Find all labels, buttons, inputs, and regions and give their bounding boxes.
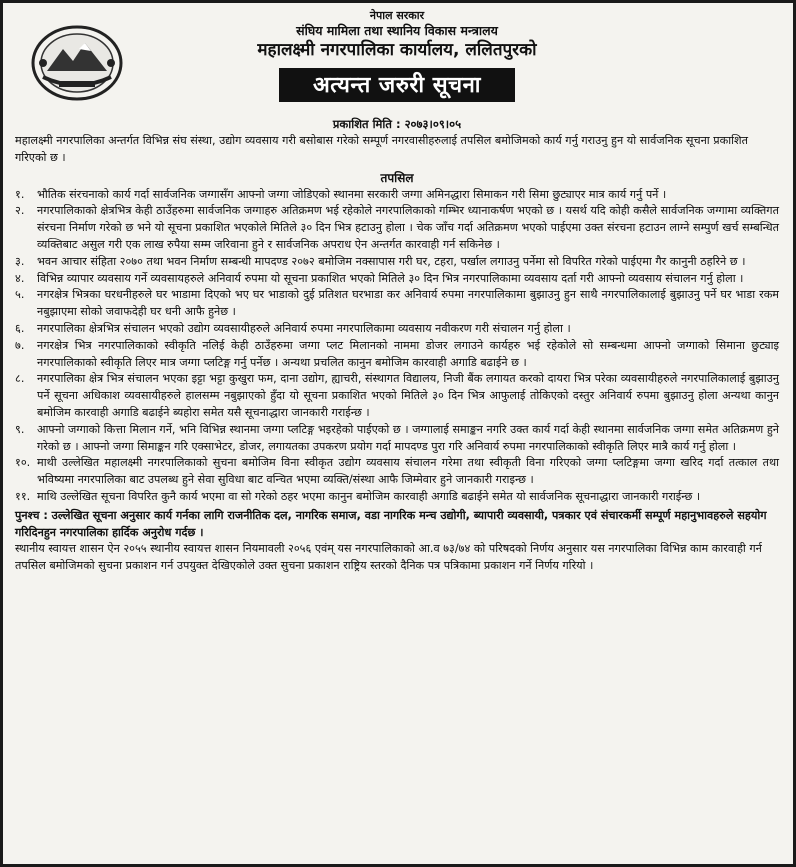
item-number: ९.: [15, 422, 25, 436]
item-text: विभिन्न व्यापार व्यवसाय गर्ने व्यवसायहरुले अनिवार्य रुपमा यो सूचना प्रकाशित भएको मितिले ३० दिन भित्र नगरपालिकामा व्यवसाय दर्ता गरी आफ्नो व्यवसाय संचालन गर्नु होला ।: [37, 271, 744, 285]
list-item: [15, 338, 779, 372]
intro-paragraph: महालक्ष्मी नगरपालिका अन्तर्गत विभिन्न संघ संस्था, उद्योग व्यवसाय गरी बसोबास गरेको सम्पूर्ण नगरवासीहरुलाई तपसिल बमोजिमको कार्य गर्नु गराउनु हुन यो सार्वजनिक सूचना प्रकाशित गरिएको छ ।: [15, 134, 748, 164]
list-item: [15, 321, 779, 338]
item-number: २.: [15, 204, 25, 218]
item-text: नगरक्षेत्र भित्र नगरपालिकाको स्वीकृति नलिई केही ठाउँहरुमा जग्गा प्लट मिलानको नाममा डोजर लगाउने कार्यहरु भई रहेकोले सो सम्बन्धमा आफ्नो जग्गाको सिमाना छुट्याइ नगरपालिकाको स्वीकृति लिएर मात्र जग्गा प्लटिङ्ग गर्नु पर्नेछ । अन्यथा प्रचलित कानुन बमोजिम कारवाही अगाडि बढाईने छ ।: [37, 338, 779, 369]
list-item: [15, 287, 779, 321]
item-text: भौतिक संरचनाको कार्य गर्दा सार्वजनिक जग्गासँग आफ्नो जग्गा जोडिएको स्थानमा सरकारी जग्गा अमिनद्धारा सिमाकन गरी सिमा छुट्याएर मात्र कार्य गर्नु पर्ने ।: [37, 187, 667, 201]
item-text: नगरपालिकाको क्षेत्रभित्र केही ठाउँहरुमा सार्वजनिक जग्गाहरु अतिक्रमण भई रहेकोले नगरपालिकाको गम्भिर ध्यानाकर्षण भएको छ । यसर्थ यदि कोही कसैले सार्वजनिक जग्गामा व्यक्तिगत संरचना निर्माण गरेको छ भने यो सूचना प्रकाशित भएकोले मितिले ३० दिन भित्र हटाउनु होला । चेक जाँच गर्दा अतिक्रमण भएको पाईएमा उक्त संरचना हटाउन लाग्ने सम्पुर्ण खर्च सम्बन्धित व्यक्तिबाट असुल गरी एक लाख रुपैया सम्म जरिवाना हुने र सार्वजनिक अपराध ऐन अन्तर्गत कारवाही गर्न सकिनेछ ।: [37, 204, 779, 251]
item-text: नगरक्षेत्र भित्रका घरधनीहरुले घर भाडामा दिएको भए घर भाडाको दुई प्रतिशत घरभाडा कर अनिवार्य रुपमा नगरपालिकामा बुझाउनु हुन साथै नगरपालिकालाई बुझाउनु पर्ने घर भाडा रकम नबुझाएमा सोको जवाफदेही घर धनी आफै हुनेछ ।: [37, 288, 779, 319]
list-item: [15, 187, 779, 204]
item-text: नगरपालिका क्षेत्र भित्र संचालन भएका इट्टा भट्टा कुखुरा फम, दाना उद्योग, ह्याचरी, संस्थागत विद्यालय, निजी बैंक लगायत करको दायरा भित्र परेका व्यवसायीहरुले नगरपालिकालाई बुझाउनु पर्ने सूचना अधिकाश व्यवसायीहरुले हालसम्म नबुझाएको हुँदा यो सूचना प्रकाशित भएको मितिले ३० दिन भित्र आफुलाई तोकिएको दस्तुर अनिवार्य रुपमा बुझाउनु होला अन्यथा कानुन बमोजिम कारवाही अगाडि बढाईने ब्यहोरा समेत यसै सूचनाद्धारा जानकारी गराईन्छ ।: [37, 372, 779, 419]
ministry-name: संघिय मामिला तथा स्थानिय विकास मन्त्रालय: [296, 22, 498, 38]
postscript-paragraph: पुनश्च : उल्लेखित सूचना अनुसार कार्य गर्नका लागि राजनीतिक दल, नागरिक समाज, वडा नागरिक मन्च उद्योगी, ब्यापारी व्यवसायी, पत्रकार एवं संचारकर्मी सम्पूर्ण महानुभावहरुले सहयोग गरिदिनहुन नगरपालिका हार्दिक अनुरोध गर्दछ ।: [15, 508, 767, 539]
government-name: नेपाल सरकार: [369, 9, 425, 22]
list-item: [15, 371, 779, 421]
item-text: नगरपालिका क्षेत्रभित्र संचालन भएको उद्योग व्यवसायीहरुले अनिवार्य रुपमा नगरपालिकामा व्यवसाय नवीकरण गरी संचालन गर्नु होला ।: [37, 321, 571, 335]
item-number: ३.: [15, 254, 25, 268]
notice-header: [15, 9, 779, 113]
item-text: माथी उल्लेखित महालक्ष्मी नगरपालिकाको सुचना बमोजिम विना स्वीकृत उद्योग व्यवसाय संचालन गरेमा तथा स्वीकृती विना गरिएको जग्गा प्लटिङ्गमा जग्गा खरिद गर्दा तत्काल तथा भविष्यमा नगरपालिका बाट उपलब्ध हुने सेवा सुविधा बाट वन्चित भएमा व्यक्ति/संस्था आफै जिम्मेवार हुने जानकारी गराइन्छ ।: [37, 456, 779, 487]
list-item: [15, 489, 779, 506]
item-number: ६.: [15, 321, 25, 335]
item-number: १०.: [15, 456, 31, 470]
closing-paragraph: स्थानीय स्वायत्त शासन ऐन २०५५ स्थानीय स्वायत्त शासन नियमावली २०५६ एवंम् यस नगरपालिकाको आ.व ७३/७४ को परिषदको निर्णय अनुसार यस नगरपालिका विभिन्न काम कारवाही गर्न तपसिल बमोजिमको सुचना प्रकाशन गर्न उपयुक्त देखिएकोले उक्त सुचना प्रकाशन राष्ट्रिय स्तरको दैनिक पत्र पत्रिकामा प्रकाशन गर्ने निर्णय गरियो ।: [15, 542, 762, 573]
notice-banner: अत्यन्त जरुरी सूचना: [279, 68, 515, 102]
section-title: तपसिल: [380, 170, 414, 185]
list-item: [15, 455, 779, 489]
item-number: ७.: [15, 338, 25, 352]
item-text: माथि उल्लेखित सूचना विपरित कुनै कार्य भएमा वा सो गरेको ठहर भएमा कानुन बमोजिम कारवाही अगाडि बढाईने समेत यो सार्वजनिक सूचनाद्धारा जानकारी गराईन्छ ।: [37, 489, 701, 503]
list-item: [15, 203, 779, 253]
office-name: महालक्ष्मी नगरपालिका कार्यालय, ललितपुरको: [257, 40, 537, 61]
list-item: [15, 271, 779, 288]
item-number: ८.: [15, 372, 25, 386]
item-text: भवन आचार संहिता २०७० तथा भवन निर्माण सम्बन्धी मापदण्ड २०७२ बमोजिम नक्सापास गरी घर, टहरा, पर्खाल लगाउनु पर्नेमा सो विपरित गरेको पाईएमा गैर कानुनी ठहरिने छ ।: [37, 254, 746, 268]
nepal-emblem-icon: [29, 23, 125, 101]
item-number: ५.: [15, 288, 25, 302]
item-number: १.: [15, 187, 25, 201]
item-text: आफ्नो जग्गाको कित्ता मिलान गर्ने, भनि विभिन्न स्थानमा जग्गा प्लटिङ्ग भइरहेको पाईएको छ । जग्गालाई समाङ्कन नगरि उक्त कार्य गर्दा केही स्थानमा सार्वजनिक जग्गा समेत अतिक्रमण हुने गरेको छ । आफ्नो जग्गा सिमाङ्कन गरि एक्साभेटर, डोजर, लगायतका उपकरण प्रयोग गर्दा मापदण्ड पुरा गरि अनिवार्य रुपमा नगरपालिकाको स्वीकृति लिएर मात्रै कार्य गर्नु होला ।: [37, 422, 779, 453]
item-number: ४.: [15, 271, 25, 285]
published-date: प्रकाशित मिति : २०७३।०९।०५: [332, 117, 462, 131]
item-number: ११.: [15, 489, 31, 503]
list-item: [15, 254, 779, 271]
list-item: [15, 422, 779, 456]
